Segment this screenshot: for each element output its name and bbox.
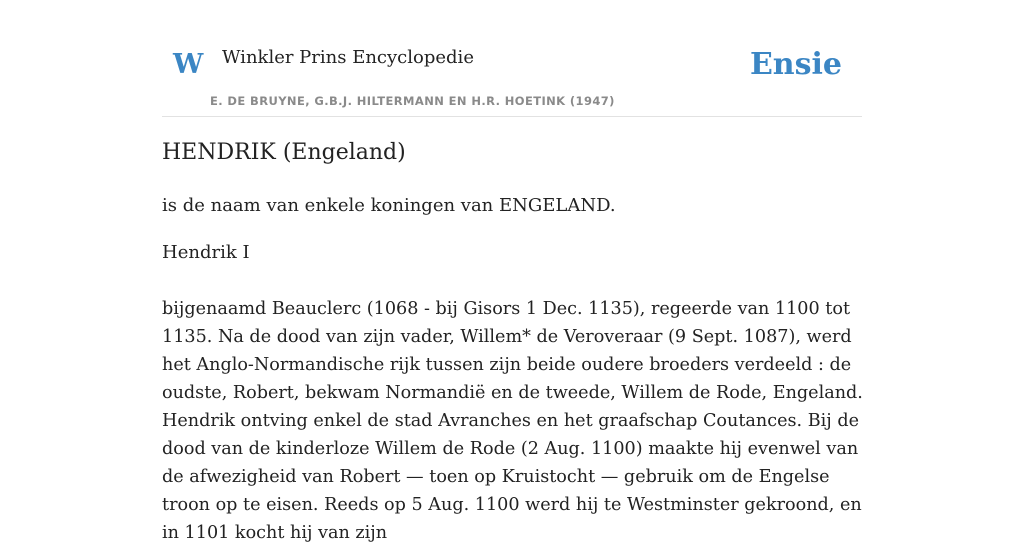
article-intro: is de naam van enkele koningen van ENGELAND. — [162, 195, 616, 216]
page-container — [162, 0, 863, 543]
encyclopedia-title[interactable]: Winkler Prins Encyclopedie — [222, 47, 474, 68]
article-subheading: Hendrik I — [162, 242, 250, 263]
ensie-logo[interactable]: Ensie — [749, 47, 842, 82]
encyclopedia-logo[interactable]: W — [173, 49, 204, 80]
site-header — [162, 0, 862, 117]
article-body: bijgenaamd Beauclerc (1068 - bij Gisors 1 Dec. 1135), regeerde van 1100 tot 1135. Na de dood van zijn vader, Willem* de Veroveraar (9 Sept. 1087), werd het Anglo-Normandische rijk tussen zijn beide oudere broeders verdeeld : de oudste, Robert, bekwam Normandië en de tweede, Willem de Rode, Engeland. Hendrik ontving enkel de stad Avranches en het graafschap Coutances. Bij de dood van de kinderloze Willem de Rode (2 Aug. 1100) maakte hij evenwel van de afwezigheid van Robert — toen op Kruistocht — gebruik om de Engelse troon op te eisen. Reeds op 5 Aug. 1100 werd hij te Westminster gekroond, en in 1101 kocht hij van zijn — [162, 299, 863, 543]
encyclopedia-authors: E. DE BRUYNE, G.B.J. HILTERMANN EN H.R. HOETINK (1947) — [210, 94, 615, 108]
article-title: HENDRIK (Engeland) — [162, 140, 406, 165]
